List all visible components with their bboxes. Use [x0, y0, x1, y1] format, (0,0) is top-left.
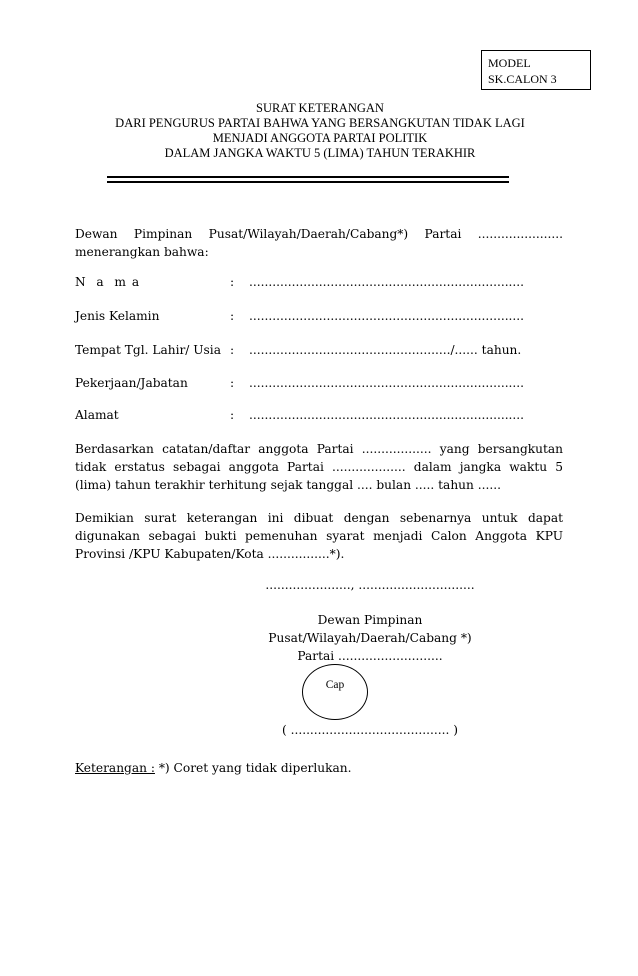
document-title	[70, 101, 570, 161]
field-label: Jenis Kelamin	[75, 309, 160, 323]
field-colon: :	[230, 275, 235, 289]
signature-place-date: ......................, ..............................	[265, 578, 475, 592]
model-code: SK.CALON 3	[488, 72, 557, 86]
field-label: Alamat	[75, 408, 119, 422]
signature-line-3: Partai ...........................	[297, 649, 443, 663]
field-label: Pekerjaan/Jabatan	[75, 376, 188, 390]
field-value: .......................................................................	[249, 376, 525, 390]
stamp-label: Cap	[325, 679, 345, 691]
field-colon: :	[230, 343, 235, 357]
field-value: .......................................................................	[249, 275, 525, 289]
title-line-2: DARI PENGURUS PARTAI BAHWA YANG BERSANGKUTAN TIDAK LAGI	[115, 116, 525, 130]
field-label: Tempat Tgl. Lahir/ Usia	[75, 343, 221, 357]
field-value: ..................................................../...... tahun.	[249, 343, 522, 357]
model-label: MODEL	[488, 56, 531, 70]
title-divider-top	[107, 176, 509, 178]
signature-block	[250, 611, 490, 665]
closing-paragraph: Demikian surat keterangan ini dibuat dengan sebenarnya untuk dapat digunakan sebagai bukti pemenuhan syarat menjadi Calon Anggota KPU Provinsi /KPU Kabupaten/Kota ................*).	[75, 511, 563, 561]
field-colon: :	[230, 376, 235, 390]
footnote-label: Keterangan :	[75, 761, 155, 775]
title-line-4: DALAM JANGKA WAKTU 5 (LIMA) TAHUN TERAKHIR	[164, 146, 476, 160]
footnote-text: *) Coret yang tidak diperlukan.	[154, 761, 352, 775]
field-label: N a m a	[75, 275, 141, 289]
field-value: .......................................................................	[249, 309, 525, 323]
field-colon: :	[230, 408, 235, 422]
field-colon: :	[230, 309, 235, 323]
title-line-1: SURAT KETERANGAN	[256, 101, 384, 115]
footnote	[75, 759, 351, 777]
field-value: .......................................................................	[249, 408, 525, 422]
title-line-3: MENJADI ANGGOTA PARTAI POLITIK	[212, 131, 428, 145]
signature-line-2: Pusat/Wilayah/Daerah/Cabang *)	[268, 631, 472, 645]
signature-line-1: Dewan Pimpinan	[317, 613, 423, 627]
statement-paragraph: Berdasarkan catatan/daftar anggota Partai .................. yang bersangkutan tidak erstatus sebagai anggota Partai ................... dalam jangka waktu 5 (lima) tahun terakhir terhitung sejak tanggal .... bulan ..... tahun ......	[75, 442, 563, 492]
intro-paragraph: Dewan Pimpinan Pusat/Wilayah/Daerah/Cabang*) Partai ...................... menerangkan bahwa:	[75, 227, 563, 259]
model-code-box	[481, 50, 591, 90]
stamp-circle	[302, 664, 368, 720]
signature-name: ( ......................................... )	[281, 723, 459, 737]
title-divider-bottom	[107, 181, 509, 183]
